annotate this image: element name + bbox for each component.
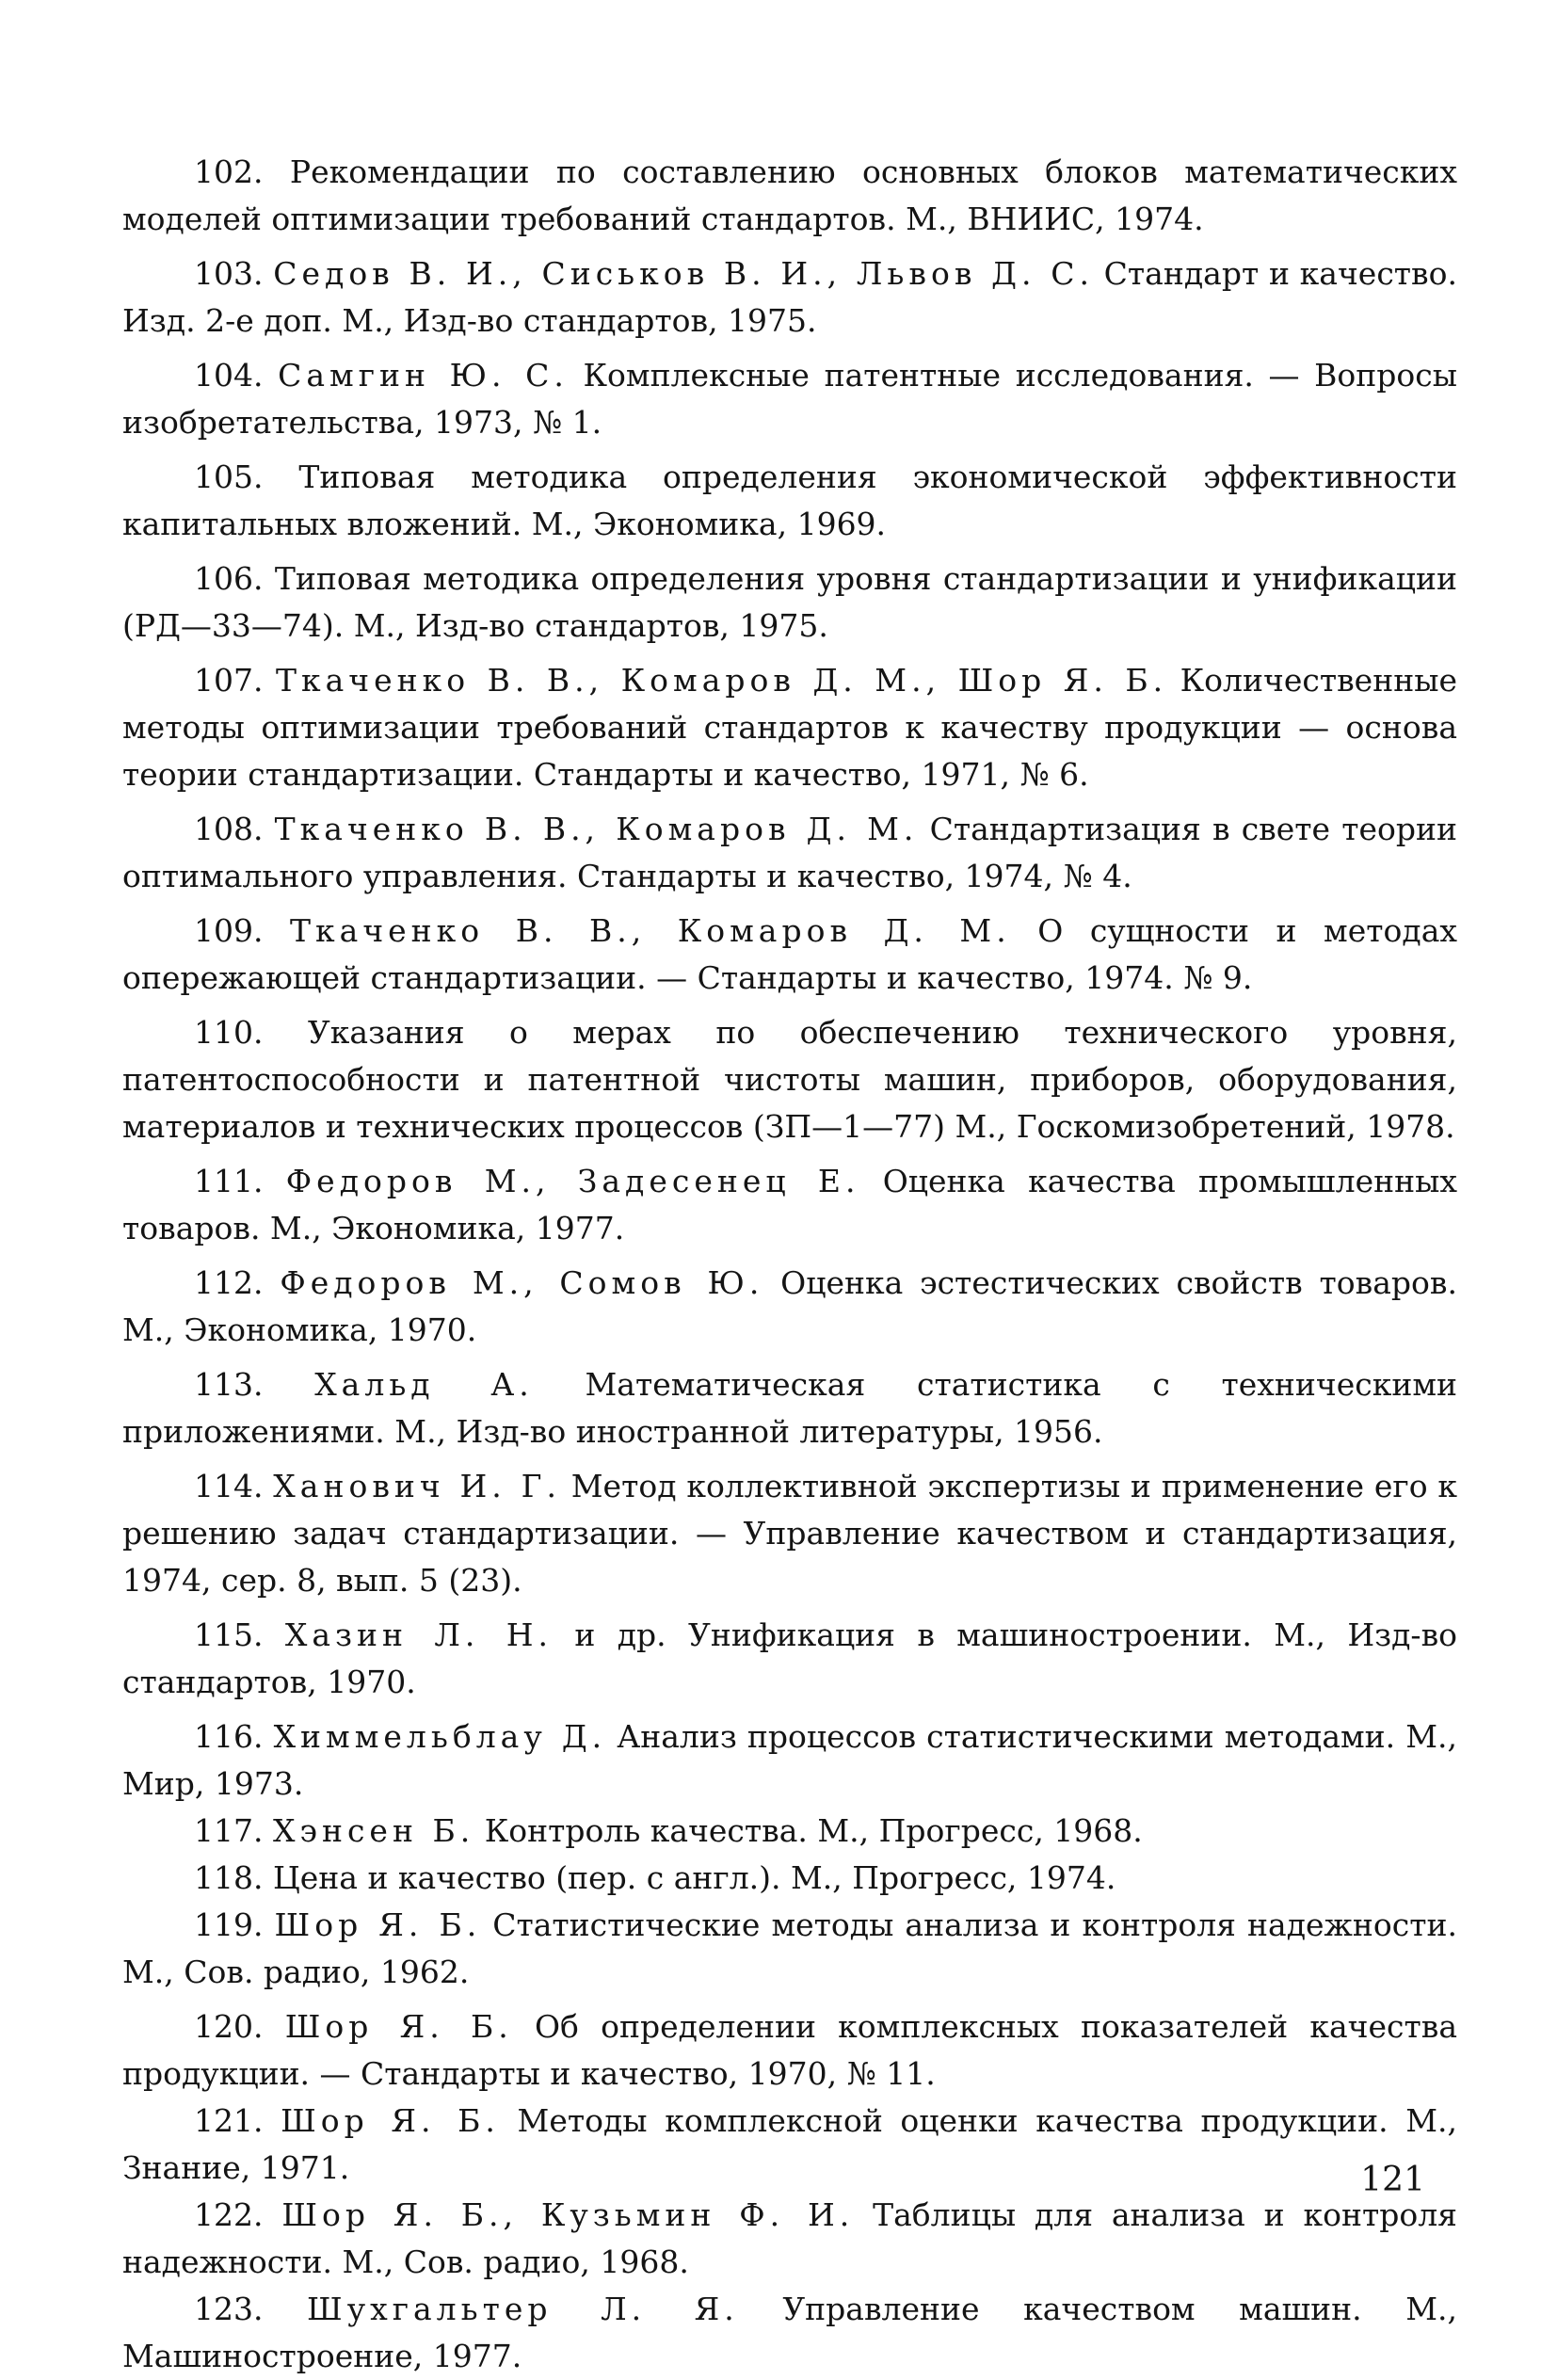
- reference-number: 123.: [194, 2291, 264, 2327]
- reference-number: 104.: [194, 357, 264, 394]
- reference-item: [122, 352, 1457, 446]
- reference-number: 119.: [194, 1906, 264, 1943]
- reference-number: 106.: [194, 560, 264, 597]
- reference-text: Типовая методика определения экономической эффективности капитальных вложений. М., Экономика, 1969.: [122, 458, 1457, 542]
- reference-number: 102.: [194, 153, 264, 190]
- reference-number: 103.: [194, 255, 264, 292]
- reference-author: Шор Я. Б.: [274, 1906, 482, 1943]
- reference-text: Рекомендации по составлению основных блоков математических моделей оптимизации требований стандартов. М., ВНИИС, 1974.: [122, 153, 1457, 237]
- reference-number: 105.: [194, 458, 264, 495]
- reference-text: О сущности и методах опережающей стандартизации. — Стандарты и качество, 1974. № 9.: [122, 912, 1457, 996]
- reference-number: 121.: [194, 2102, 264, 2139]
- reference-number: 116.: [194, 1718, 264, 1755]
- reference-number: 107.: [194, 662, 264, 699]
- reference-text: Стандартизация в свете теории оптимального управления. Стандарты и качество, 1974, № 4.: [122, 811, 1457, 894]
- reference-item: [122, 555, 1457, 650]
- reference-item: [122, 454, 1457, 548]
- reference-text: Стандарт и качество. Изд. 2-е доп. М., Изд-во стандартов, 1975.: [122, 255, 1457, 339]
- reference-author: Ткаченко В. В., Комаров Д. М.: [274, 811, 919, 847]
- reference-number: 111.: [194, 1163, 264, 1199]
- reference-number: 109.: [194, 912, 264, 949]
- reference-text: Указания о мерах по обеспечению технического уровня, патентоспособности и патентной чистоты машин, приборов, оборудования, материалов и технических процессов (ЗП—1—77) М., Госкомизобретений, 1978.: [122, 1014, 1457, 1145]
- reference-author: Седов В. И., Сиськов В. И., Львов Д. С.: [273, 255, 1094, 292]
- reference-author: Химмельблау Д.: [273, 1718, 607, 1755]
- reference-number: 113.: [194, 1366, 264, 1403]
- reference-number: 112.: [194, 1264, 264, 1301]
- reference-item: [122, 806, 1457, 900]
- reference-number: 118.: [194, 1859, 264, 1896]
- reference-item: [122, 1158, 1457, 1252]
- reference-author: Шор Я. Б.: [281, 2102, 500, 2139]
- page-number: 121: [1360, 2161, 1425, 2199]
- reference-text: Об определении комплексных показателей качества продукции. — Стандарты и качество, 1970, № 11.: [122, 2008, 1457, 2092]
- reference-item: [122, 1713, 1457, 1808]
- reference-number: 110.: [194, 1014, 264, 1051]
- reference-text: Математическая статистика с техническими приложениями. М., Изд-во иностранной литературы, 1956.: [122, 1366, 1458, 1450]
- reference-item: [122, 908, 1457, 1002]
- reference-number: 114.: [194, 1468, 264, 1504]
- reference-author: Ткаченко В. В., Комаров Д. М., Шор Я. Б.: [276, 662, 1168, 699]
- reference-number: 115.: [194, 1616, 264, 1653]
- reference-text: Статистические методы анализа и контроля надежности. М., Сов. радио, 1962.: [122, 1906, 1457, 1990]
- reference-item: [122, 250, 1457, 345]
- reference-item: [122, 1260, 1457, 1354]
- reference-author: Ткаченко В. В., Комаров Д. М.: [290, 912, 1011, 949]
- reference-number: 117.: [194, 1812, 264, 1849]
- reference-item: [122, 1902, 1457, 1996]
- reference-item: [122, 1009, 1457, 1150]
- reference-item: [122, 2192, 1457, 2286]
- reference-number: 108.: [194, 811, 264, 847]
- reference-author: Федоров М., Задесенец Е.: [285, 1163, 860, 1199]
- reference-text: Анализ процессов статистическими методами. М., Мир, 1973.: [122, 1718, 1458, 1802]
- reference-number: 120.: [194, 2008, 264, 2045]
- reference-author: Федоров М., Сомов Ю.: [280, 1264, 764, 1301]
- reference-author: Хазин Л. Н.: [284, 1616, 553, 1653]
- reference-list: [122, 149, 1457, 2380]
- reference-item: [122, 1463, 1457, 1604]
- reference-item: [122, 1808, 1457, 1855]
- reference-item: [122, 1612, 1457, 1706]
- reference-item: [122, 2286, 1457, 2380]
- reference-author: Хальд А.: [314, 1366, 534, 1403]
- reference-text: Метод коллективной экспертизы и применение его к решению задач стандартизации. — Управление качеством и стандартизация, 1974, сер. 8, вып. 5 (23).: [122, 1468, 1457, 1599]
- reference-text: Методы комплексной оценки качества продукции. М., Знание, 1971.: [122, 2102, 1457, 2186]
- reference-text: Типовая методика определения уровня стандартизации и унификации (РД—33—74). М., Изд-во стандартов, 1975.: [122, 560, 1457, 644]
- reference-item: [122, 2098, 1457, 2192]
- reference-author: Хэнсен Б.: [272, 1812, 475, 1849]
- reference-text: и др. Унификация в машиностроении. М., Изд-во стандартов, 1970.: [122, 1616, 1458, 1700]
- reference-author: Самгин Ю. С.: [278, 357, 569, 394]
- reference-text: Количественные методы оптимизации требований стандартов к качеству продукции — основа теории стандартизации. Стандарты и качество, 1971, № 6.: [122, 662, 1457, 793]
- reference-text: Цена и качество (пер. с англ.). М., Прогресс, 1974.: [272, 1859, 1116, 1896]
- reference-author: Шор Я. Б.: [284, 2008, 513, 2045]
- reference-text: Контроль качества. М., Прогресс, 1968.: [484, 1812, 1143, 1849]
- reference-text: Таблицы для анализа и контроля надежности. М., Сов. радио, 1968.: [122, 2196, 1458, 2280]
- reference-item: [122, 1361, 1457, 1455]
- reference-item: [122, 149, 1457, 243]
- reference-text: Управление качеством машин. М., Машиностроение, 1977.: [122, 2291, 1457, 2374]
- reference-text: Оценка качества промышленных товаров. М., Экономика, 1977.: [122, 1163, 1457, 1246]
- reference-item: [122, 657, 1457, 798]
- reference-author: Шухгальтер Л. Я.: [307, 2291, 739, 2327]
- reference-number: 122.: [194, 2196, 264, 2233]
- reference-item: [122, 2003, 1457, 2098]
- reference-text: Оценка эстестических свойств товаров. М., Экономика, 1970.: [122, 1264, 1457, 1348]
- reference-item: [122, 1855, 1457, 1902]
- reference-text: Комплексные патентные исследования. — Вопросы изобретательства, 1973, № 1.: [122, 357, 1457, 441]
- reference-author: Шор Я. Б., Кузьмин Ф. И.: [281, 2196, 855, 2233]
- reference-author: Ханович И. Г.: [273, 1468, 561, 1504]
